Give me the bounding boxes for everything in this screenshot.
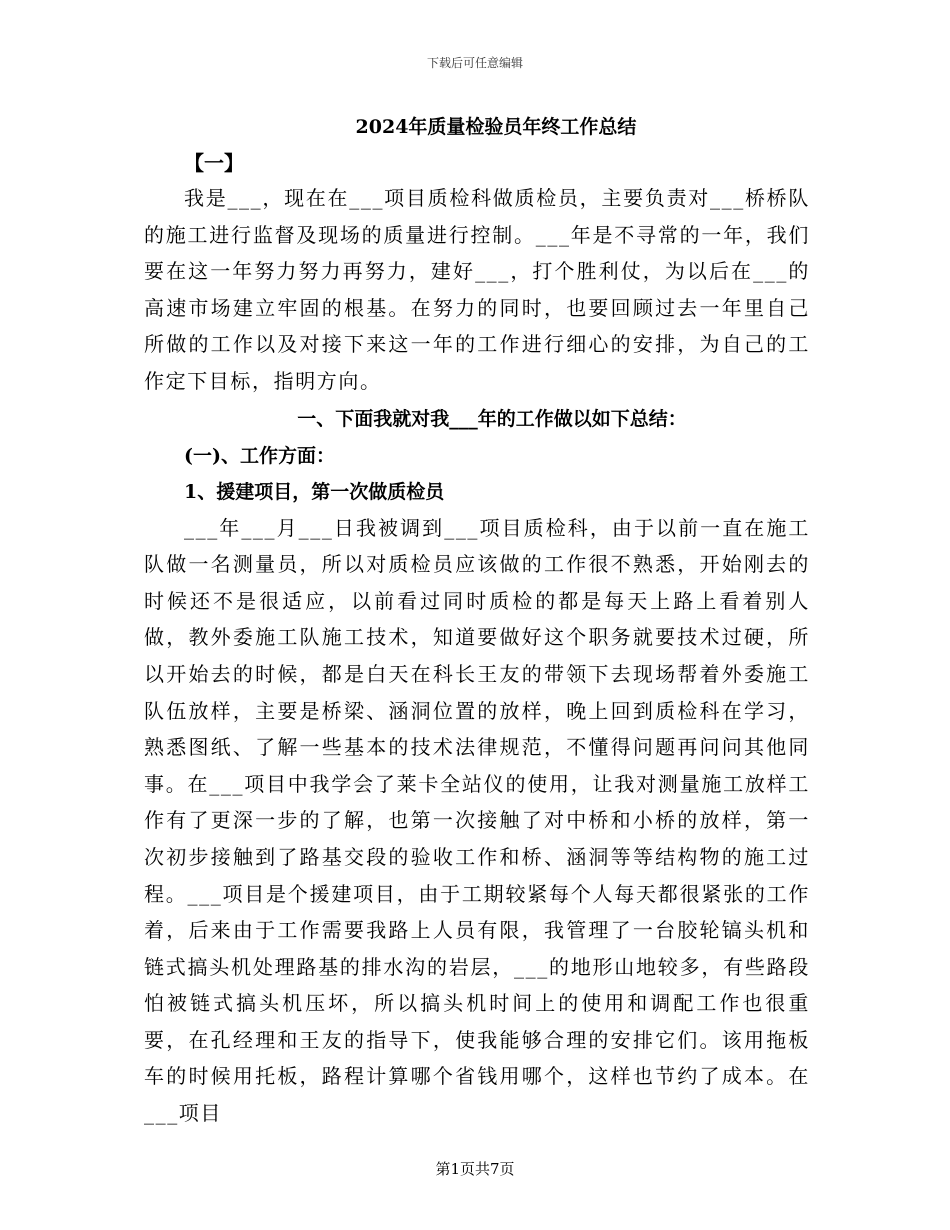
document-title: 2024年质量检验员年终工作总结 (355, 116, 637, 138)
page-footer: 第1页共7页 (435, 1160, 515, 1178)
document-body (144, 112, 810, 1132)
heading-work-aspect: (一)、工作方面： (184, 444, 335, 467)
heading-first-inspection: 1、援建项目，第一次做质检员 (184, 480, 445, 503)
intro-paragraph: 我是___，现在在___项目质检科做质检员，主要负责对___桥桥队的施工进行监督及现场的质量进行控制。___年是不寻常的一年，我们要在这一年努力努力再努力，建好___，打个胜利仗，为以后在___的高速市场建立牢固的根基。在努力的同时，也要回顾过去一年里自己所做的工作以及对接下来这一年的工作进行细心的安排，为自己的工作定下目标，指明方向。 (144, 186, 810, 393)
page-header: 下载后可任意编辑 (426, 56, 523, 70)
heading-summary: 一、下面我就对我___年的工作做以如下总结： (297, 407, 687, 430)
section-mark: 【一】 (184, 151, 244, 175)
body-paragraph: ___年___月___日我被调到___项目质检科，由于以前一直在施工队做一名测量员，所以对质检员应该做的工作很不熟悉，开始刚去的时候还不是很适应，以前看过同时质检的都是每天上路上看着别人做，教外委施工队施工技术，知道要做好这个职务就要技术过硬，所以开始去的时候，都是白天在科长王友的带领下去现场帮着外委施工队伍放样，主要是桥梁、涵洞位置的放样，晚上回到质检科在学习，熟悉图纸、了解一些基本的技术法律规范，不懂得问题再问问其他同事。在___项目中我学会了莱卡全站仪的使用，让我对测量施工放样工作有了更深一步的了解，也第一次接触了对中桥和小桥的放样，第一次初步接触到了路基交段的验收工作和桥、涵洞等等结构物的施工过程。___项目是个援建项目，由于工期较紧每个人每天都很紧张的工作着，后来由于工作需要我路上人员有限，我管理了一台胶轮镐头机和链式搞头机处理路基的排水沟的岩层，___的地形山地较多，有些路段怕被链式搞头机压坏，所以搞头机时间上的使用和调配工作也很重要，在孔经理和王友的指导下，使我能够合理的安排它们。该用拖板车的时候用托板，路程计算哪个省钱用哪个，这样也节约了成本。在___项目 (144, 515, 810, 1126)
